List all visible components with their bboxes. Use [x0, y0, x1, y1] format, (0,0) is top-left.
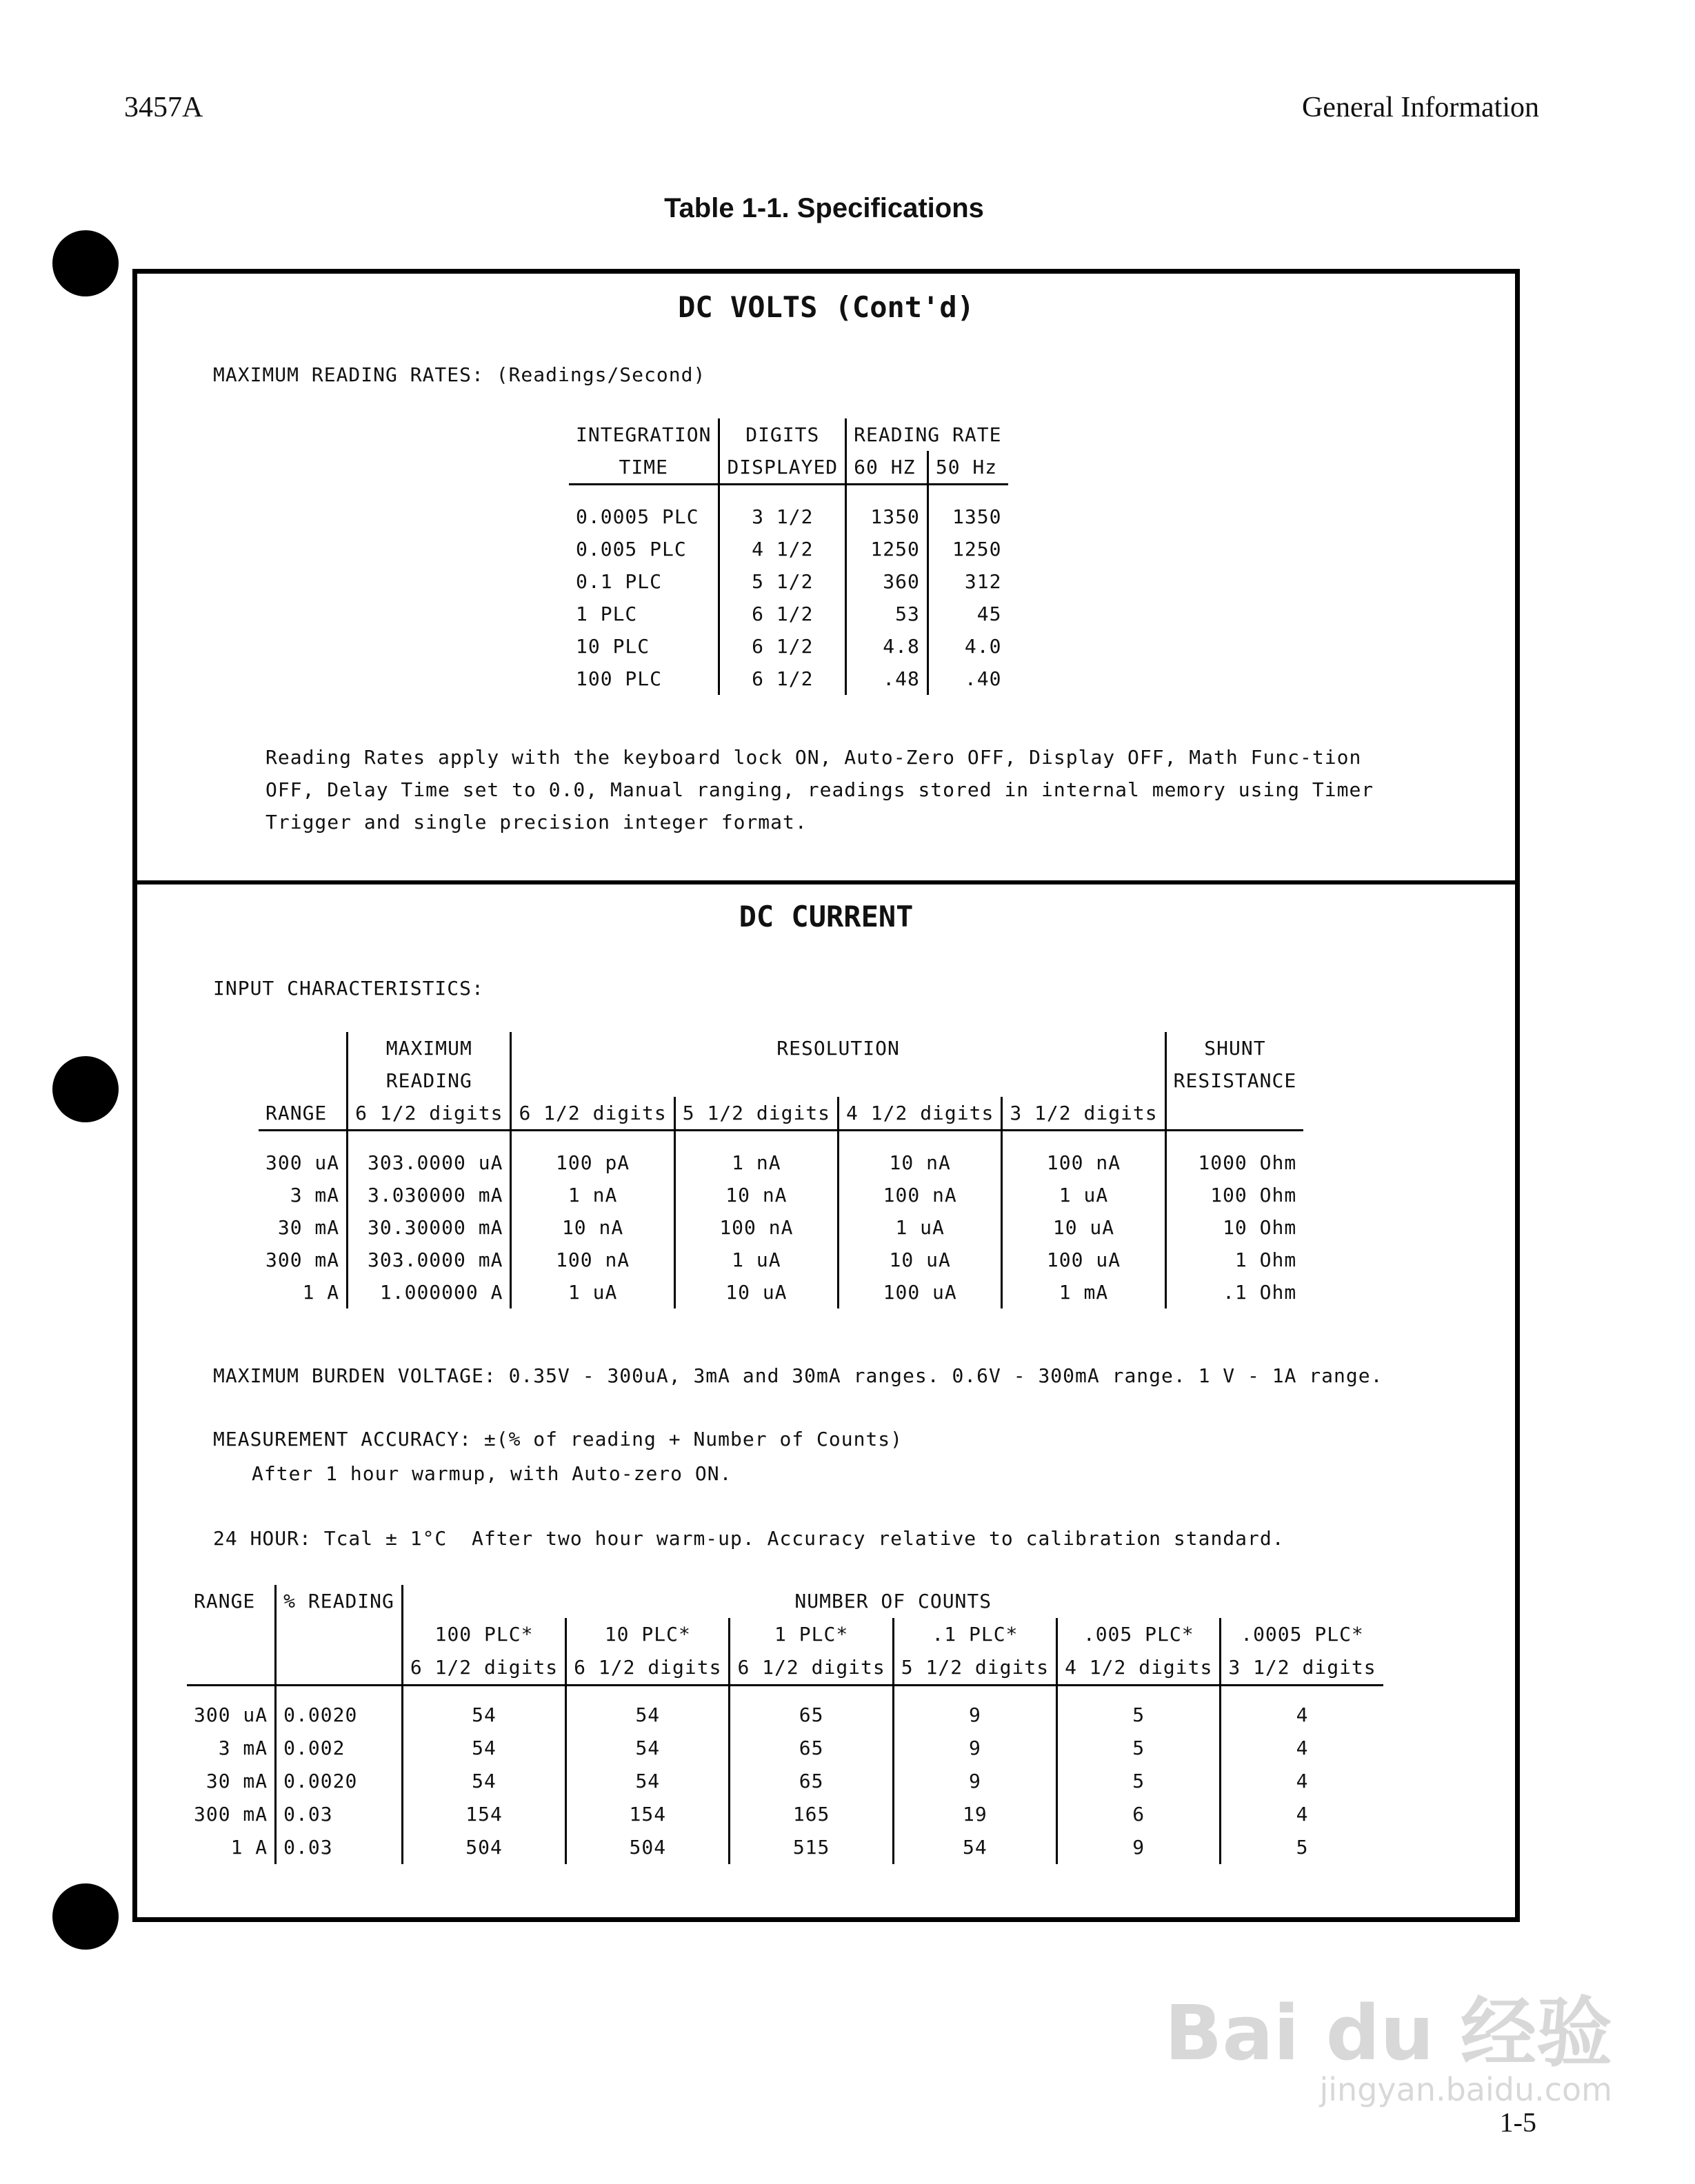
table-row — [569, 663, 1008, 695]
cell-integration: 0.0005 PLC — [576, 505, 699, 528]
cell-digits: 5 1/2 — [719, 565, 846, 598]
cell-res-45: 10 uA — [839, 1244, 1002, 1276]
cell-res-45: 100 uA — [839, 1276, 1002, 1308]
cell-res-55: 100 nA — [674, 1211, 838, 1244]
cell-60hz: 360 — [846, 565, 928, 598]
cell-50hz: 312 — [927, 565, 1008, 598]
dcv-reading-rates-heading: MAXIMUM READING RATES: (Readings/Second) — [213, 363, 706, 386]
table-row — [569, 501, 1008, 533]
cell-res-45: 10 nA — [839, 1146, 1002, 1179]
cell-shunt: 1000 Ohm — [1165, 1146, 1303, 1179]
cell-digits: 6 1/2 — [719, 598, 846, 630]
cell-range: 300 uA — [194, 1703, 268, 1726]
spec-box — [132, 269, 1520, 1922]
watermark-url: jingyan.baidu.com — [1319, 2071, 1612, 2108]
binder-hole-middle — [52, 1056, 119, 1122]
dcv-title: DC VOLTS (Cont'd) — [678, 290, 974, 324]
cell-count: 9 — [893, 1699, 1056, 1732]
table-row — [259, 1244, 1303, 1276]
col-max-3: 6 1/2 digits — [348, 1097, 511, 1131]
cell-res-65: 1 uA — [511, 1276, 674, 1308]
cell-integration: 10 PLC — [576, 635, 650, 658]
col-max-1: MAXIMUM — [348, 1032, 511, 1064]
cell-digits: 6 1/2 — [719, 663, 846, 695]
table-row — [569, 565, 1008, 598]
cell-res-45: 100 nA — [839, 1179, 1002, 1211]
col-shunt-2: RESISTANCE — [1165, 1064, 1303, 1097]
cell-res-35: 1 mA — [1002, 1276, 1165, 1308]
cell-res-45: 1 uA — [839, 1211, 1002, 1244]
cell-res-65: 100 pA — [511, 1146, 674, 1179]
cell-res-55: 1 nA — [674, 1146, 838, 1179]
cell-50hz: .40 — [927, 663, 1008, 695]
cell-count: 154 — [402, 1798, 565, 1831]
cell-count: 54 — [566, 1765, 730, 1798]
burden-voltage: MAXIMUM BURDEN VOLTAGE: 0.35V - 300uA, 3mA and 30mA ranges. 0.6V - 300mA range. 1 V - 1A range. — [213, 1364, 1383, 1387]
table-row — [259, 1211, 1303, 1244]
col-acc-reading: % READING — [276, 1585, 403, 1618]
col-res-35: 3 1/2 digits — [1002, 1097, 1165, 1131]
cell-count: 19 — [893, 1798, 1056, 1831]
cell-integration: 100 PLC — [576, 667, 663, 690]
reading-rate-table — [569, 418, 1008, 695]
cell-range: 300 uA — [265, 1151, 340, 1174]
table-row — [569, 598, 1008, 630]
cell-shunt: 100 Ohm — [1165, 1179, 1303, 1211]
cell-count: 5 — [1221, 1831, 1383, 1864]
cell-digits: 6 1/2 — [719, 630, 846, 663]
cell-max-reading: 30.30000 mA — [348, 1211, 511, 1244]
cell-50hz: 45 — [927, 598, 1008, 630]
cell-60hz: 53 — [846, 598, 928, 630]
cell-integration: 1 PLC — [576, 603, 638, 625]
table-row — [187, 1699, 1383, 1732]
cell-res-65: 1 nA — [511, 1179, 674, 1211]
col-reading-rate: READING RATE — [846, 418, 1009, 451]
cell-range: 1 A — [302, 1281, 340, 1304]
cell-range: 3 mA — [290, 1184, 340, 1206]
col-60hz: 60 HZ — [846, 451, 928, 485]
col-max-2: READING — [348, 1064, 511, 1097]
table-row — [187, 1798, 1383, 1831]
table-title: Table 1-1. Specifications — [664, 193, 984, 223]
cell-count: 9 — [893, 1765, 1056, 1798]
cell-count: 65 — [730, 1765, 893, 1798]
cell-range: 3 mA — [218, 1737, 268, 1759]
cell-50hz: 1250 — [927, 533, 1008, 565]
cell-count: 9 — [1057, 1831, 1221, 1864]
cell-res-65: 10 nA — [511, 1211, 674, 1244]
cell-res-35: 100 uA — [1002, 1244, 1165, 1276]
col-0.1plc-digits: 5 1/2 digits — [893, 1651, 1056, 1686]
cell-reading: 0.0020 — [276, 1765, 403, 1798]
cell-max-reading: 303.0000 mA — [348, 1244, 511, 1276]
cell-60hz: 4.8 — [846, 630, 928, 663]
col-range: RANGE — [259, 1097, 348, 1131]
cell-count: 65 — [730, 1732, 893, 1765]
24-hour-spec: 24 HOUR: Tcal ± 1°C After two hour warm-up. Accuracy relative to calibration standard. — [213, 1527, 1285, 1550]
col-shunt-1: SHUNT — [1165, 1032, 1303, 1064]
cell-60hz: .48 — [846, 663, 928, 695]
cell-shunt: 10 Ohm — [1165, 1211, 1303, 1244]
dci-title: DC CURRENT — [739, 900, 914, 933]
cell-count: 65 — [730, 1699, 893, 1732]
cell-res-35: 1 uA — [1002, 1179, 1165, 1211]
col-0.005plc-digits: 4 1/2 digits — [1057, 1651, 1221, 1686]
cell-range: 30 mA — [277, 1216, 340, 1239]
col-digits: DIGITS — [719, 418, 846, 451]
cell-range: 30 mA — [205, 1770, 268, 1792]
cell-count: 6 — [1057, 1798, 1221, 1831]
cell-count: 4 — [1221, 1765, 1383, 1798]
cell-range: 300 mA — [265, 1248, 340, 1271]
col-resolution: RESOLUTION — [511, 1032, 1165, 1064]
table-row — [259, 1179, 1303, 1211]
cell-count: 54 — [893, 1831, 1056, 1864]
cell-count: 504 — [566, 1831, 730, 1864]
watermark — [1164, 1989, 1612, 2108]
col-100plc-digits: 6 1/2 digits — [402, 1651, 565, 1686]
cell-count: 54 — [402, 1732, 565, 1765]
accuracy-table — [187, 1585, 1383, 1864]
cell-count: 4 — [1221, 1732, 1383, 1765]
reading-rates-note: Reading Rates apply with the keyboard lock ON, Auto-Zero OFF, Display OFF, Math Func-tion OFF, Delay Time set to 0.0, Manual ranging, readings stored in internal memory using Timer Trigger and single precision integer format. — [265, 746, 1374, 833]
cell-count: 4 — [1221, 1699, 1383, 1732]
binder-hole-top — [52, 230, 119, 296]
col-100plc: 100 PLC* — [402, 1618, 565, 1651]
table-row — [569, 533, 1008, 565]
cell-reading: 0.03 — [276, 1831, 403, 1864]
input-characteristics-heading: INPUT CHARACTERISTICS: — [213, 977, 484, 1000]
cell-range: 300 mA — [194, 1803, 268, 1826]
col-res-65: 6 1/2 digits — [511, 1097, 674, 1131]
table-row — [259, 1146, 1303, 1179]
cell-range: 1 A — [230, 1836, 268, 1859]
cell-count: 54 — [566, 1699, 730, 1732]
cell-count: 5 — [1057, 1732, 1221, 1765]
header-section: General Information — [1301, 92, 1539, 123]
cell-res-65: 100 nA — [511, 1244, 674, 1276]
cell-integration: 0.005 PLC — [576, 538, 687, 560]
input-characteristics-table — [259, 1032, 1303, 1308]
table-row — [187, 1732, 1383, 1765]
cell-max-reading: 303.0000 uA — [348, 1146, 511, 1179]
cell-reading: 0.002 — [276, 1732, 403, 1765]
cell-digits: 4 1/2 — [719, 533, 846, 565]
section-divider — [137, 880, 1515, 884]
cell-reading: 0.03 — [276, 1798, 403, 1831]
table-row — [187, 1765, 1383, 1798]
cell-reading: 0.0020 — [276, 1699, 403, 1732]
col-acc-range: RANGE — [194, 1590, 256, 1612]
cell-count: 154 — [566, 1798, 730, 1831]
cell-count: 54 — [402, 1699, 565, 1732]
table-row — [569, 630, 1008, 663]
col-number-of-counts: NUMBER OF COUNTS — [402, 1585, 1383, 1618]
cell-count: 54 — [402, 1765, 565, 1798]
cell-shunt: 1 Ohm — [1165, 1244, 1303, 1276]
accuracy-condition: After 1 hour warmup, with Auto-zero ON. — [252, 1462, 732, 1485]
header-model: 3457A — [124, 92, 203, 123]
binder-hole-bottom — [52, 1883, 119, 1950]
cell-count: 54 — [566, 1732, 730, 1765]
cell-50hz: 1350 — [927, 501, 1008, 533]
cell-res-35: 100 nA — [1002, 1146, 1165, 1179]
cell-count: 9 — [893, 1732, 1056, 1765]
cell-res-35: 10 uA — [1002, 1211, 1165, 1244]
cell-res-55: 10 uA — [674, 1276, 838, 1308]
cell-count: 4 — [1221, 1798, 1383, 1831]
col-1plc: 1 PLC* — [730, 1618, 893, 1651]
col-0.1plc: .1 PLC* — [893, 1618, 1056, 1651]
cell-60hz: 1350 — [846, 501, 928, 533]
cell-max-reading: 1.000000 A — [348, 1276, 511, 1308]
table-row — [259, 1276, 1303, 1308]
cell-digits: 3 1/2 — [719, 501, 846, 533]
col-1plc-digits: 6 1/2 digits — [730, 1651, 893, 1686]
col-0.0005plc: .0005 PLC* — [1221, 1618, 1383, 1651]
cell-shunt: .1 Ohm — [1165, 1276, 1303, 1308]
page-number: 1-5 — [1499, 2107, 1536, 2138]
cell-count: 5 — [1057, 1699, 1221, 1732]
cell-integration: 0.1 PLC — [576, 570, 663, 593]
col-res-55: 5 1/2 digits — [674, 1097, 838, 1131]
measurement-accuracy: MEASUREMENT ACCURACY: ±(% of reading + Number of Counts) — [213, 1428, 903, 1450]
cell-60hz: 1250 — [846, 533, 928, 565]
cell-res-55: 10 nA — [674, 1179, 838, 1211]
watermark-logo: Bai du 经验 — [1164, 1989, 1612, 2077]
cell-count: 504 — [402, 1831, 565, 1864]
table-row — [187, 1831, 1383, 1864]
col-integration: INTEGRATION — [576, 423, 712, 446]
col-0.005plc: .005 PLC* — [1057, 1618, 1221, 1651]
col-10plc-digits: 6 1/2 digits — [566, 1651, 730, 1686]
col-50hz: 50 Hz — [927, 451, 1008, 485]
cell-count: 165 — [730, 1798, 893, 1831]
col-0.0005plc-digits: 3 1/2 digits — [1221, 1651, 1383, 1686]
cell-res-55: 1 uA — [674, 1244, 838, 1276]
col-10plc: 10 PLC* — [566, 1618, 730, 1651]
cell-50hz: 4.0 — [927, 630, 1008, 663]
cell-max-reading: 3.030000 mA — [348, 1179, 511, 1211]
cell-count: 5 — [1057, 1765, 1221, 1798]
cell-count: 515 — [730, 1831, 893, 1864]
col-res-45: 4 1/2 digits — [839, 1097, 1002, 1131]
col-digits-displayed: DISPLAYED — [719, 451, 846, 485]
col-integration-time: TIME — [569, 451, 719, 485]
